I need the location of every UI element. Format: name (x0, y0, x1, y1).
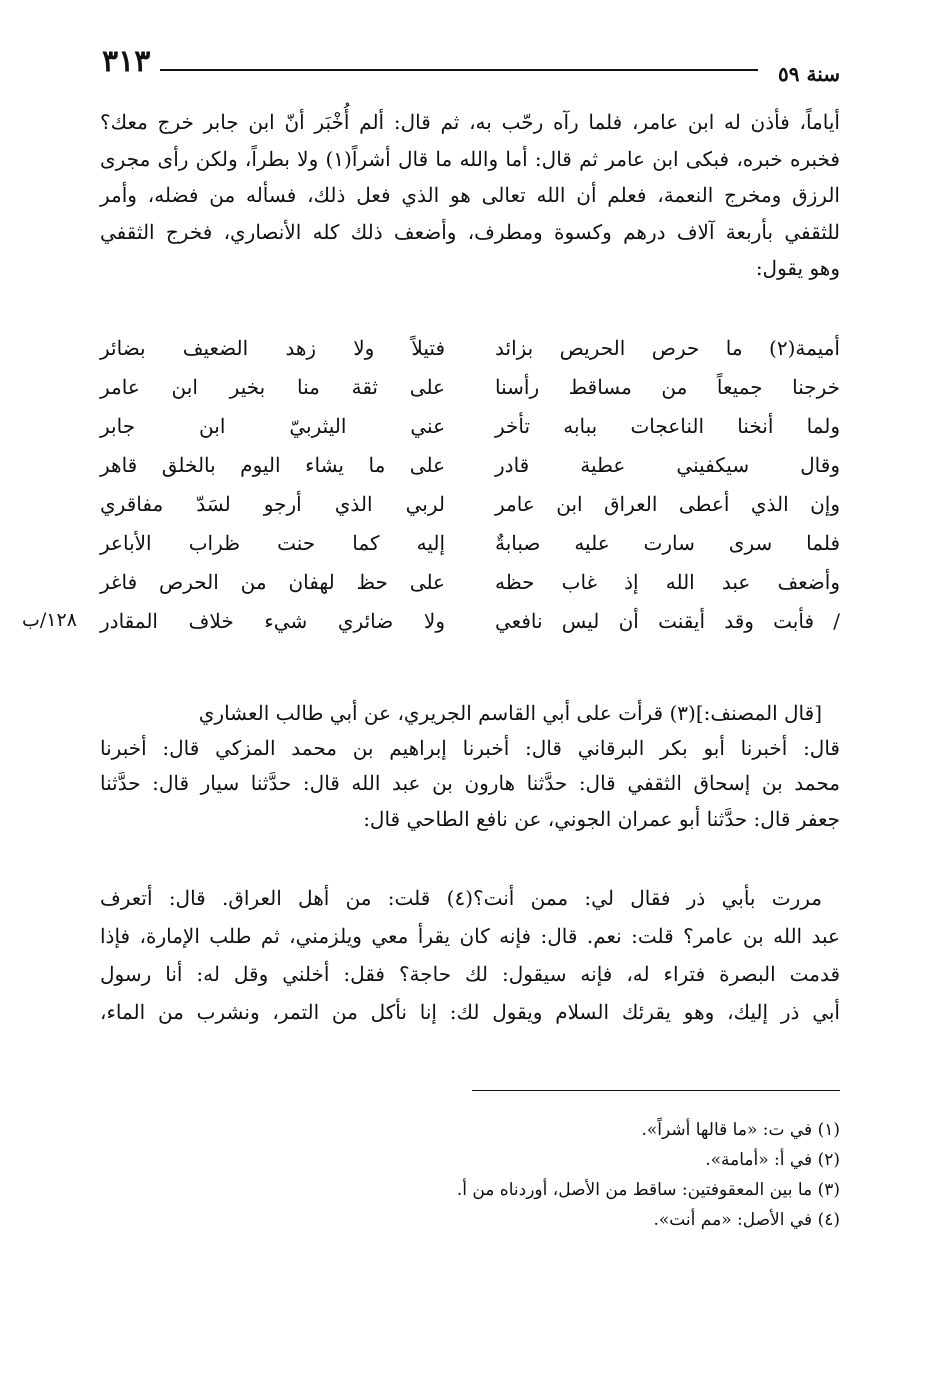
verse-first-hemistich: وقال سيكفيني عطية قادر (495, 453, 840, 477)
paragraph-isnad (100, 696, 840, 837)
paragraph-intro (100, 104, 840, 287)
poem-verse (100, 453, 840, 489)
poem-verse (100, 414, 840, 450)
footnote: (٤) في الأصل: «مم أنت». (653, 1210, 840, 1230)
manuscript-folio-note: ١٢٨/ب (22, 609, 77, 631)
text-line: أبي ذر إليك، وهو يقرئك السلام ويقول لك: إنا نأكل من التمر، ونشرب من الماء، (100, 1000, 840, 1024)
poem-verse (100, 531, 840, 567)
verse-second-hemistich: لربي الذي أرجو لسَدّ مفاقري (100, 492, 445, 516)
text-line: قال: أخبرنا أبو بكر البرقاني قال: أخبرنا إبراهيم بن محمد المزكي قال: أخبرنا (100, 736, 840, 761)
paragraph-narration (100, 879, 840, 1031)
verse-second-hemistich: على ما يشاء اليوم بالخلق قاهر (100, 453, 445, 477)
text-line: فخبره خبره، فبكى ابن عامر ثم قال: أما والله ما قال أشراً(١) ولا بطراً، ولكن رأى مجرى (100, 146, 840, 171)
text-line: الرزق ومخرج النعمة، فعلم أن الله تعالى هو الذي فعل ذلك، فسأله من فضله، وأمر (100, 183, 840, 208)
text-line: أياماً، فأذن له ابن عامر، فلما رآه رحّب به، ثم قال: ألم أُخْبَر أنّ ابن جابر خرج معك؟ (100, 110, 840, 134)
footnote: (٣) ما بين المعقوفتين: ساقط من الأصل، أوردناه من أ. (456, 1180, 840, 1200)
verse-second-hemistich: ولا ضائري شيء خلاف المقادر (100, 609, 445, 633)
text-line: جعفر قال: حدَّثنا أبو عمران الجوني، عن نافع الطاحي قال: (363, 806, 840, 831)
verse-first-hemistich: وإن الذي أعطى العراق ابن عامر (495, 492, 840, 516)
footnotes (100, 1115, 840, 1235)
verse-second-hemistich: إليه كما حنت ظراب الأباعر (100, 531, 445, 555)
verse-first-hemistich: وأضعف عبد الله إذ غاب حظه (495, 570, 840, 594)
verse-first-hemistich: ولما أنخنا الناعجات ببابه تأخر (495, 414, 840, 438)
verse-first-hemistich: / فأبت وقد أيقنت أن ليس نافعي (495, 609, 840, 633)
text-line: مررت بأبي ذر فقال لي: ممن أنت؟(٤) قلت: من أهل العراق. قال: أتعرف (100, 886, 823, 910)
footnote-separator (472, 1090, 840, 1091)
page-number: ٣١٣ (102, 44, 151, 79)
verse-second-hemistich: على حظ لهفان من الحرص فاغر (100, 570, 445, 594)
header-year: سنة ٥٩ (778, 62, 840, 86)
poem-verse (22, 609, 840, 645)
poem-verse (100, 570, 840, 606)
poem-verse (100, 336, 840, 372)
text-line: قدمت البصرة فتراء له، فإنه سيقول: لك حاجة؟ فقل: أخلني وقل له: أنا رسول (100, 962, 840, 986)
verse-second-hemistich: فتيلاً ولا زهد الضعيف بضائر (100, 336, 445, 360)
text-line: [قال المصنف:](٣) قرأت على أبي القاسم الجريري، عن أبي طالب العشاري (198, 701, 822, 725)
text-line: للثقفي بأربعة آلاف درهم وكسوة ومطرف، وأضعف ذلك كله الأنصاري، فخرج الثقفي (100, 219, 840, 244)
text-line: محمد بن إسحاق الثقفي قال: حدَّثنا هارون بن عبد الله قال: حدَّثنا سيار قال: حدَّثنا (100, 771, 840, 796)
verse-first-hemistich: خرجنا جميعاً من مساقط رأسنا (495, 375, 840, 399)
text-line: وهو يقول: (755, 256, 840, 281)
footnote: (٢) في أ: «أمامة». (705, 1150, 840, 1170)
verse-first-hemistich: أميمة(٢) ما حرص الحريص بزائد (495, 336, 840, 360)
header-rule (160, 69, 758, 71)
text-line: عبد الله بن عامر؟ قلت: نعم. قال: فإنه كان يقرأ معي ويلزمني، ثم طلب الإمارة، فإذا (100, 924, 840, 948)
verse-first-hemistich: فلما سرى سارت عليه صبابةٌ (495, 531, 840, 555)
poem-verse (100, 375, 840, 411)
poem-verse (100, 492, 840, 528)
page-header (100, 44, 840, 84)
verse-second-hemistich: عني اليثربيّ ابن جابر (100, 414, 445, 438)
verse-second-hemistich: على ثقة منا بخير ابن عامر (100, 375, 445, 399)
footnote: (١) في ت: «ما قالها أشراً». (641, 1120, 840, 1140)
